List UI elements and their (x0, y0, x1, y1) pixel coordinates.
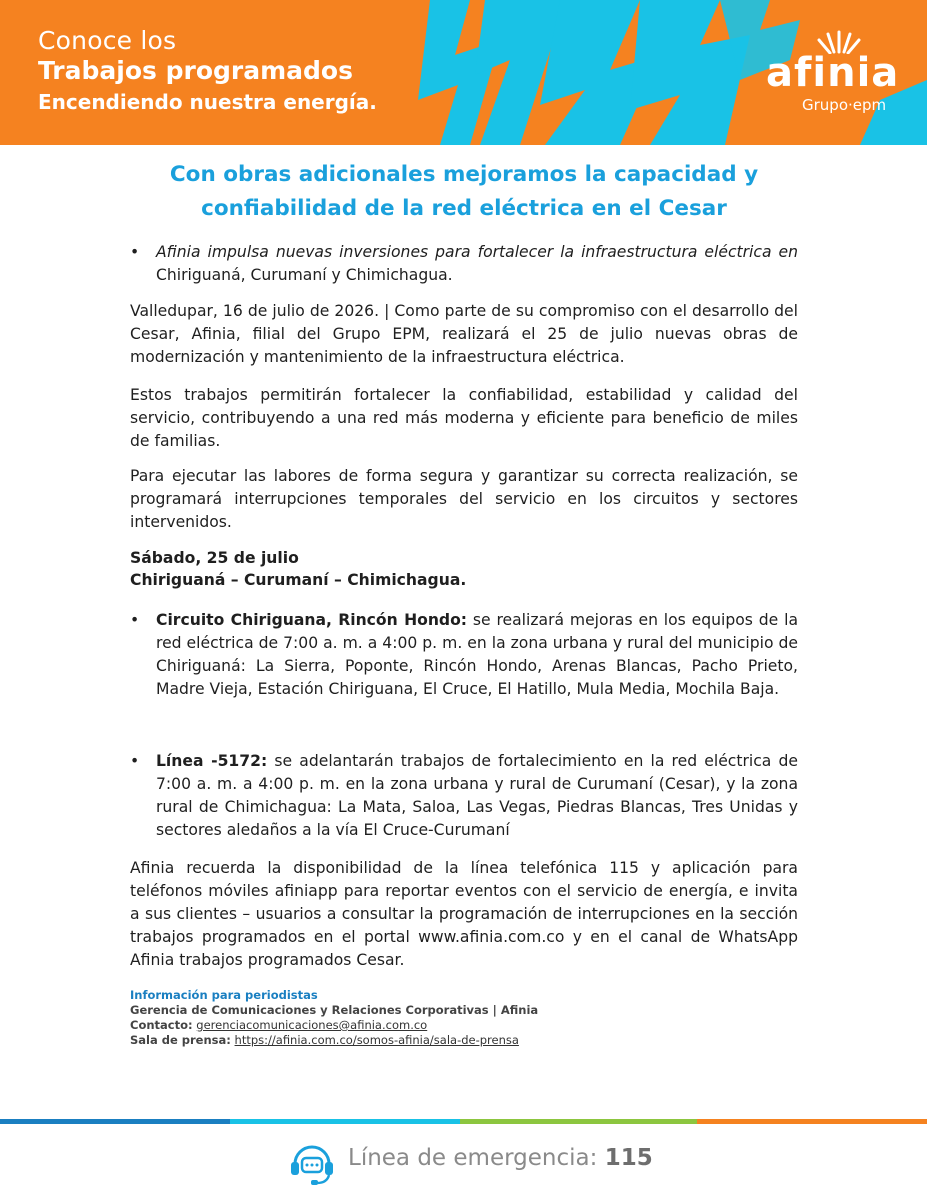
logo-group: Grupo·epm (802, 96, 887, 114)
work-title: Circuito Chiriguana, Rincón Hondo: (156, 611, 468, 629)
paragraph-interruptions: Para ejecutar las labores de forma segura y garantizar su correcta realización, se programará interrupciones temporales del servicio en los circuitos y sectores intervenidos. (130, 467, 798, 531)
header-tagline: Encendiendo nuestra energía. (38, 90, 377, 114)
work-text: se realizará mejoras en los equipos de la red eléctrica de 7:00 a. m. a 4:00 p. m. en la zona urbana y rural del municipio de Chiriguaná: La Sierra, Poponte, Rincón Hondo, Arenas Blancas, Pacho Prieto, Madre Vieja, Estación Chiriguana, El Cruce, El Hatillo, Mula Media, Mochila Baja. (156, 611, 798, 698)
work-item (130, 750, 798, 842)
paragraph-benefits: Estos trabajos permitirán fortalecer la confiabilidad, estabilidad y calidad del servicio, contribuyendo a una red más moderna y eficiente para beneficio de miles de familias. (130, 386, 798, 450)
afinia-logo (762, 28, 902, 123)
bullet-dot: • (130, 611, 140, 629)
press-room-link[interactable]: https://afinia.com.co/somos-afinia/sala-de-prensa (234, 1033, 519, 1047)
work-item (130, 609, 798, 701)
headset-chat-icon (287, 1138, 337, 1188)
summary-plain: Chiriguaná, Curumaní y Chimichagua. (156, 266, 453, 284)
bullet-dot: • (130, 243, 140, 261)
summary-bullet (130, 241, 798, 287)
press-room-label: Sala de prensa: (130, 1033, 231, 1047)
logo-wordmark: afinia (766, 50, 900, 96)
footer-stripe (0, 1119, 927, 1124)
contact-email-link[interactable]: gerenciacomunicaciones@afinia.com.co (196, 1018, 428, 1032)
contact-label: Contacto: (130, 1018, 193, 1032)
summary-italic: Afinia impulsa nuevas inversiones para fortalecer la infraestructura eléctrica en (156, 243, 798, 261)
work-title: Línea -5172: (156, 752, 268, 770)
emergency-line (348, 1145, 653, 1171)
emergency-number: 115 (604, 1145, 653, 1171)
work-text: se adelantarán trabajos de fortalecimiento en la red eléctrica de 7:00 a. m. a 4:00 p. m. en la zona urbana y rural de Curumaní (Cesar), y la zona rural de Chimichagua: La Mata, Saloa, Las Vegas, Piedras Blancas, Tres Unidas y sectores aledaños a la vía El Cruce-Curumaní (156, 752, 798, 839)
page-title: Con obras adicionales mejoramos la capacidad y confiabilidad de la red eléctrica en el Cesar (169, 162, 759, 221)
bullet-dot: • (130, 752, 140, 770)
emergency-label: Línea de emergencia: (348, 1145, 598, 1171)
header-banner (0, 0, 927, 145)
paragraph-closing: Afinia recuerda la disponibilidad de la línea telefónica 115 y aplicación para teléfonos móviles afiniapp para reportar eventos con el servicio de energía, e invita a sus clientes – usuarios a consultar la programación de interrupciones en la sección trabajos programados en el portal www.afinia.com.co y en el canal de WhatsApp Afinia trabajos programados Cesar. (130, 859, 798, 969)
schedule-date: Sábado, 25 de julio (130, 549, 299, 567)
paragraph-intro: Valledupar, 16 de julio de 2026. | Como parte de su compromiso con el desarrollo del Cesar, Afinia, filial del Grupo EPM, realizará el 25 de julio nuevas obras de modernización y mantenimiento de la infraestructura eléctrica. (130, 302, 798, 366)
header-title: Trabajos programados (38, 56, 353, 85)
header-lead: Conoce los (38, 26, 177, 55)
press-heading: Información para periodistas (130, 988, 318, 1002)
press-department: Gerencia de Comunicaciones y Relaciones Corporativas | Afinia (130, 1003, 539, 1017)
schedule-places: Chiriguaná – Curumaní – Chimichagua. (130, 571, 467, 589)
press-info (130, 988, 830, 1048)
